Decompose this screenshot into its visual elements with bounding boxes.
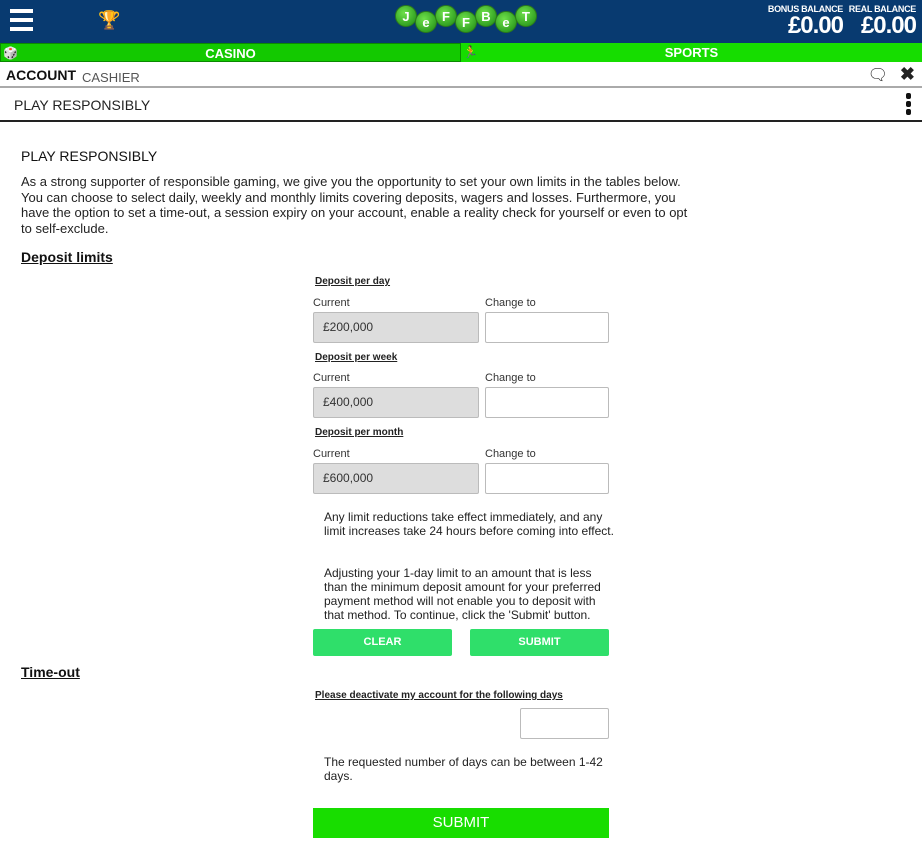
deposit-month-label: Deposit per month — [315, 427, 404, 438]
clear-button[interactable]: CLEAR — [313, 629, 452, 656]
page-title: PLAY RESPONSIBLY — [14, 97, 151, 113]
deposit-month-change-input[interactable] — [485, 463, 609, 494]
cashier-tab[interactable]: CASHIER — [82, 70, 140, 85]
logo-letter: e — [495, 11, 517, 33]
timeout-days-input[interactable] — [520, 708, 609, 739]
current-label: Current — [313, 372, 350, 384]
close-icon[interactable]: ✖ — [899, 64, 915, 84]
tab-sports[interactable] — [461, 43, 922, 62]
change-label: Change to — [485, 372, 536, 384]
limit-note: Any limit reductions take effect immediately, and any limit increases take 24 hours before coming into effect. — [324, 510, 614, 538]
account-bar — [0, 62, 922, 88]
deposit-limits-title: Deposit limits — [21, 249, 113, 265]
current-label: Current — [313, 448, 350, 460]
deposit-week-change-input[interactable] — [485, 387, 609, 418]
timeout-note: The requested number of days can be between 1-42 days. — [324, 755, 603, 783]
logo-letter: e — [415, 11, 437, 33]
more-options-icon[interactable] — [906, 93, 912, 117]
tab-casino[interactable] — [0, 43, 461, 62]
main-nav — [0, 43, 922, 62]
real-balance-label: REAL BALANCE — [848, 4, 916, 14]
deposit-week-label: Deposit per week — [315, 352, 398, 363]
logo-letter: J — [395, 5, 417, 27]
trophy-icon[interactable]: 🏆 — [98, 10, 121, 30]
deposit-week-current: £400,000 — [313, 387, 479, 418]
adjust-note: Adjusting your 1-day limit to an amount that is less than the minimum deposit amount for your preferred payment method will not enable you to deposit with that method. To continue, click the 'Submit' button. — [324, 566, 601, 622]
account-tab[interactable]: ACCOUNT — [6, 67, 76, 83]
chat-icon[interactable]: 🗨 — [867, 67, 888, 84]
deposit-submit-button[interactable]: SUBMIT — [470, 629, 609, 656]
real-balance-value: £0.00 — [860, 12, 916, 39]
logo-letter: F — [455, 11, 477, 33]
page-header — [0, 88, 922, 122]
logo-letter: B — [475, 5, 497, 27]
deposit-day-change-input[interactable] — [485, 312, 609, 343]
logo[interactable] — [395, 5, 535, 33]
change-label: Change to — [485, 297, 536, 309]
bonus-balance — [768, 4, 843, 38]
timeout-title: Time-out — [21, 664, 80, 680]
dice-icon: 🎲 — [3, 46, 18, 60]
timeout-label: Please deactivate my account for the following days — [315, 690, 563, 701]
runner-icon: 🏃 — [463, 45, 478, 59]
deposit-month-current: £600,000 — [313, 463, 479, 494]
deposit-day-current: £200,000 — [313, 312, 479, 343]
change-label: Change to — [485, 448, 536, 460]
intro-text: As a strong supporter of responsible gaming, we give you the opportunity to set your own limits in the tables below. You can choose to select daily, weekly and monthly limits covering deposits, wagers and losses. Furthermore, you have the option to set a time-out, a session expiry on your account, enable a reality check for yourself or even to opt to self-exclude. — [21, 174, 688, 236]
timeout-submit-button[interactable]: SUBMIT — [313, 808, 609, 838]
hamburger-menu-icon[interactable] — [10, 9, 33, 33]
current-label: Current — [313, 297, 350, 309]
real-balance — [849, 4, 916, 38]
section-heading: PLAY RESPONSIBLY — [21, 148, 158, 164]
logo-letter: T — [515, 5, 537, 27]
logo-letter: F — [435, 5, 457, 27]
bonus-balance-value: £0.00 — [787, 12, 843, 39]
tab-sports-label: SPORTS — [664, 45, 719, 60]
top-bar — [0, 0, 922, 43]
tab-casino-label: CASINO — [205, 46, 256, 61]
bonus-balance-label: BONUS BALANCE — [767, 4, 843, 14]
deposit-day-label: Deposit per day — [315, 276, 391, 287]
